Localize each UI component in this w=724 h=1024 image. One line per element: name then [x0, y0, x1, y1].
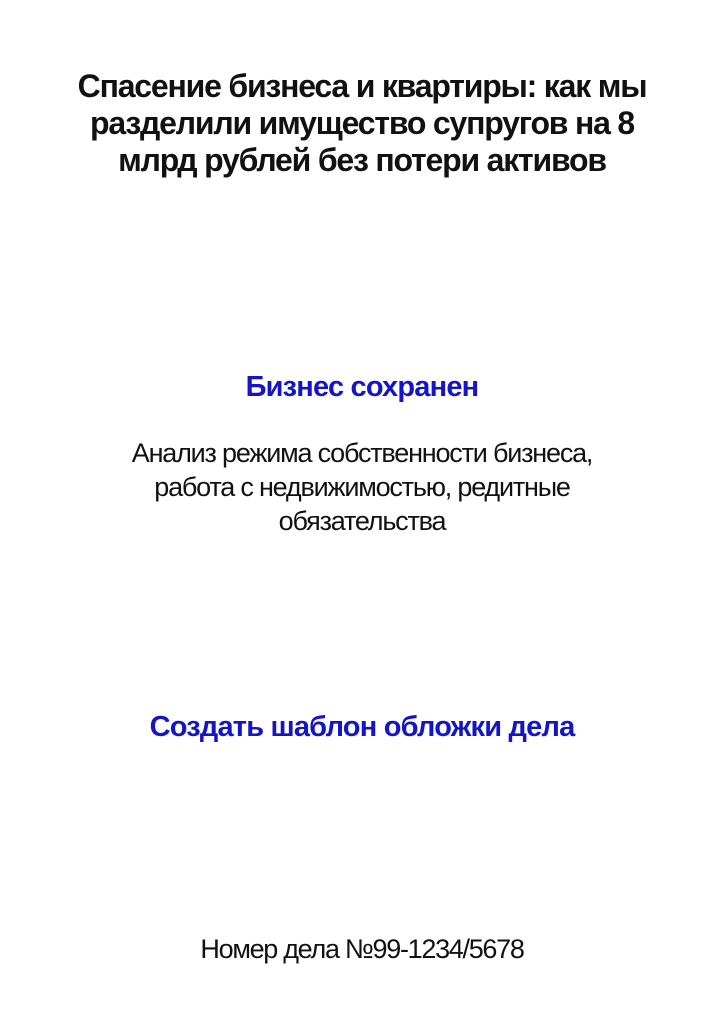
document-title: Спасение бизнеса и квартиры: как мы разделили имущество супругов на 8 млрд рублей без потери активов: [77, 68, 647, 178]
section-heading: Бизнес сохранен: [245, 371, 479, 403]
section-description: Анализ режима собственности бизнеса, работа с недвижимостью, редитные обязательства: [131, 438, 593, 536]
create-cover-template-link[interactable]: Создать шаблон обложки дела: [149, 711, 575, 743]
case-number: Номер дела №99-1234/5678: [200, 934, 524, 964]
